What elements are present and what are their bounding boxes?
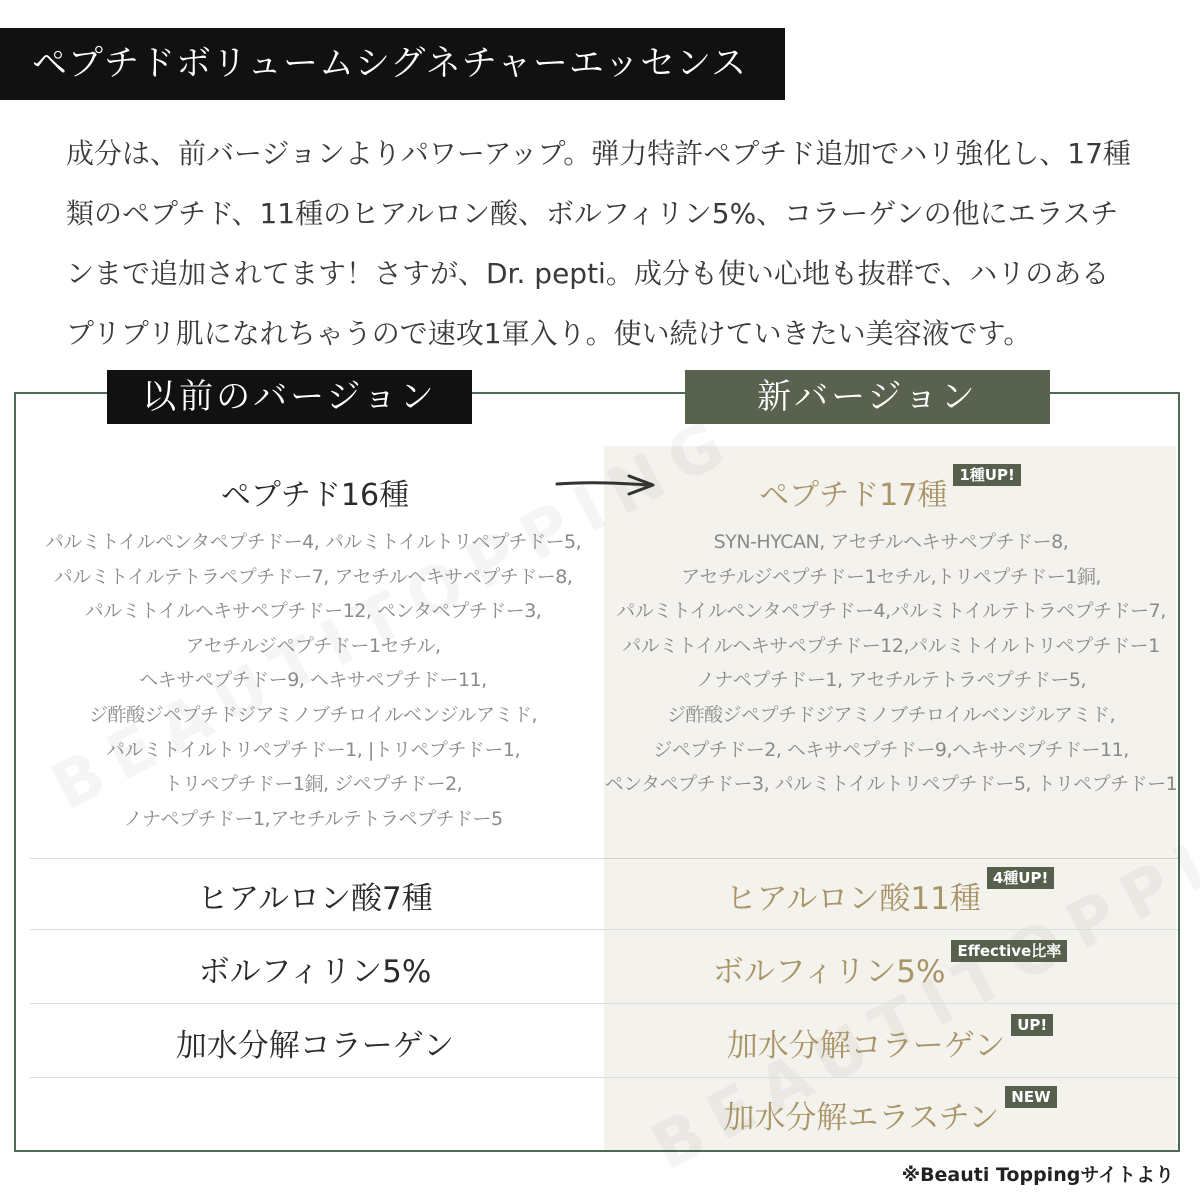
divider (604, 858, 1178, 859)
list-item: ノナペプチドー1,アセチルテトラペプチドー5 (123, 807, 503, 830)
list-item: SYN-HYCAN, アセチルヘキサペプチドー8, (713, 531, 1069, 553)
new-peptide-title-text: ペプチド17種 (759, 478, 948, 513)
list-item: パルミトイルヘキサペプチドー12,パルミトイルトリペプチドー1 (622, 634, 1160, 657)
list-item: ジ酢酸ジペプチドジアミノブチロイルベンジルアミド, (666, 703, 1116, 726)
list-item: ノナペプチドー1, アセチルテトラペプチドー5, (695, 669, 1087, 692)
old-hyaluronic: ヒアルロン酸7種 (197, 881, 433, 917)
new-peptide-list (604, 525, 1178, 802)
intro-line: ンまで追加されてます！さすが、Dr. pepti。成分も使い心地も抜群で、ハリのある (66, 257, 1110, 290)
new-collagen-text: 加水分解コラーゲン (726, 1028, 1006, 1064)
old-collagen: 加水分解コラーゲン (175, 1028, 455, 1064)
divider (30, 929, 1178, 930)
collagen-badge: UP! (1011, 1014, 1053, 1036)
list-item: ジ酢酸ジペプチドジアミノブチロイルベンジルアミド, (88, 703, 538, 726)
bolfilin-badge: Effective比率 (951, 940, 1067, 962)
list-item: パルミトイルトリペプチドー1, |トリペプチドー1, (106, 738, 520, 761)
source-note: ※Beauti Toppingサイトより (901, 1164, 1174, 1186)
new-peptide-title (605, 466, 1175, 514)
page-title: ペプチドボリュームシグネチャーエッセンス (0, 28, 785, 100)
list-item: アセチルジペプチドー1セチル,トリペプチドー1銅, (681, 565, 1101, 588)
list-item: トリペプチドー1銅, ジペプチドー2, (163, 773, 463, 796)
intro-paragraph (66, 124, 1166, 364)
new-hyaluronic (605, 869, 1175, 918)
list-item: アセチルジペプチドー1セチル, (185, 634, 441, 657)
elastin-badge: NEW (1005, 1086, 1056, 1108)
list-item: ジペプチドー2, ヘキサペプチドー9,ヘキサペプチドー11, (653, 738, 1129, 761)
new-elastin (605, 1088, 1175, 1137)
list-item: パルミトイルペンタペプチドー4,パルミトイルテトラペプチドー7, (616, 600, 1166, 623)
old-bolfilin: ボルフィリン5% (198, 954, 432, 990)
intro-line: 類のペプチド、11種のヒアルロン酸、ボルフィリン5%、コラーゲンの他にエラスチ (66, 197, 1119, 230)
new-elastin-text: 加水分解エラスチン (723, 1100, 1000, 1136)
old-peptide-list (24, 525, 602, 836)
list-item: ヘキサペプチドー9, ヘキサペプチドー11, (139, 669, 487, 692)
new-bolfilin (605, 942, 1175, 991)
intro-line: 成分は、前バージョンよりパワーアップ。弾力特許ペプチド追加でハリ強化し、17種 (66, 137, 1131, 170)
peptide-badge: 1種UP! (953, 464, 1020, 486)
new-version-label: 新バージョン (685, 370, 1050, 424)
list-item: パルミトイルペンタペプチドー4, パルミトイルトリペプチドー5, (44, 531, 582, 553)
new-collagen (605, 1016, 1175, 1065)
intro-line: プリプリ肌になれちゃうので速攻1軍入り。使い続けていきたい美容液です。 (66, 317, 1032, 350)
new-hyaluronic-text: ヒアルロン酸11種 (725, 881, 981, 917)
hyaluronic-badge: 4種UP! (987, 867, 1054, 889)
old-version-label: 以前のバージョン (107, 370, 472, 424)
old-peptide-title (30, 470, 600, 514)
divider (30, 1077, 1178, 1078)
list-item: ペンタペプチドー3, パルミトイルトリペプチドー5, トリペプチドー1 (604, 773, 1178, 796)
old-peptide-title-text: ペプチド16種 (220, 478, 410, 513)
new-bolfilin-text: ボルフィリン5% (712, 954, 946, 990)
list-item: パルミトイルヘキサペプチドー12, ペンタペプチドー3, (84, 600, 542, 623)
list-item: パルミトイルテトラペプチドー7, アセチルヘキサペプチドー8, (53, 565, 573, 588)
divider (30, 1003, 1178, 1004)
